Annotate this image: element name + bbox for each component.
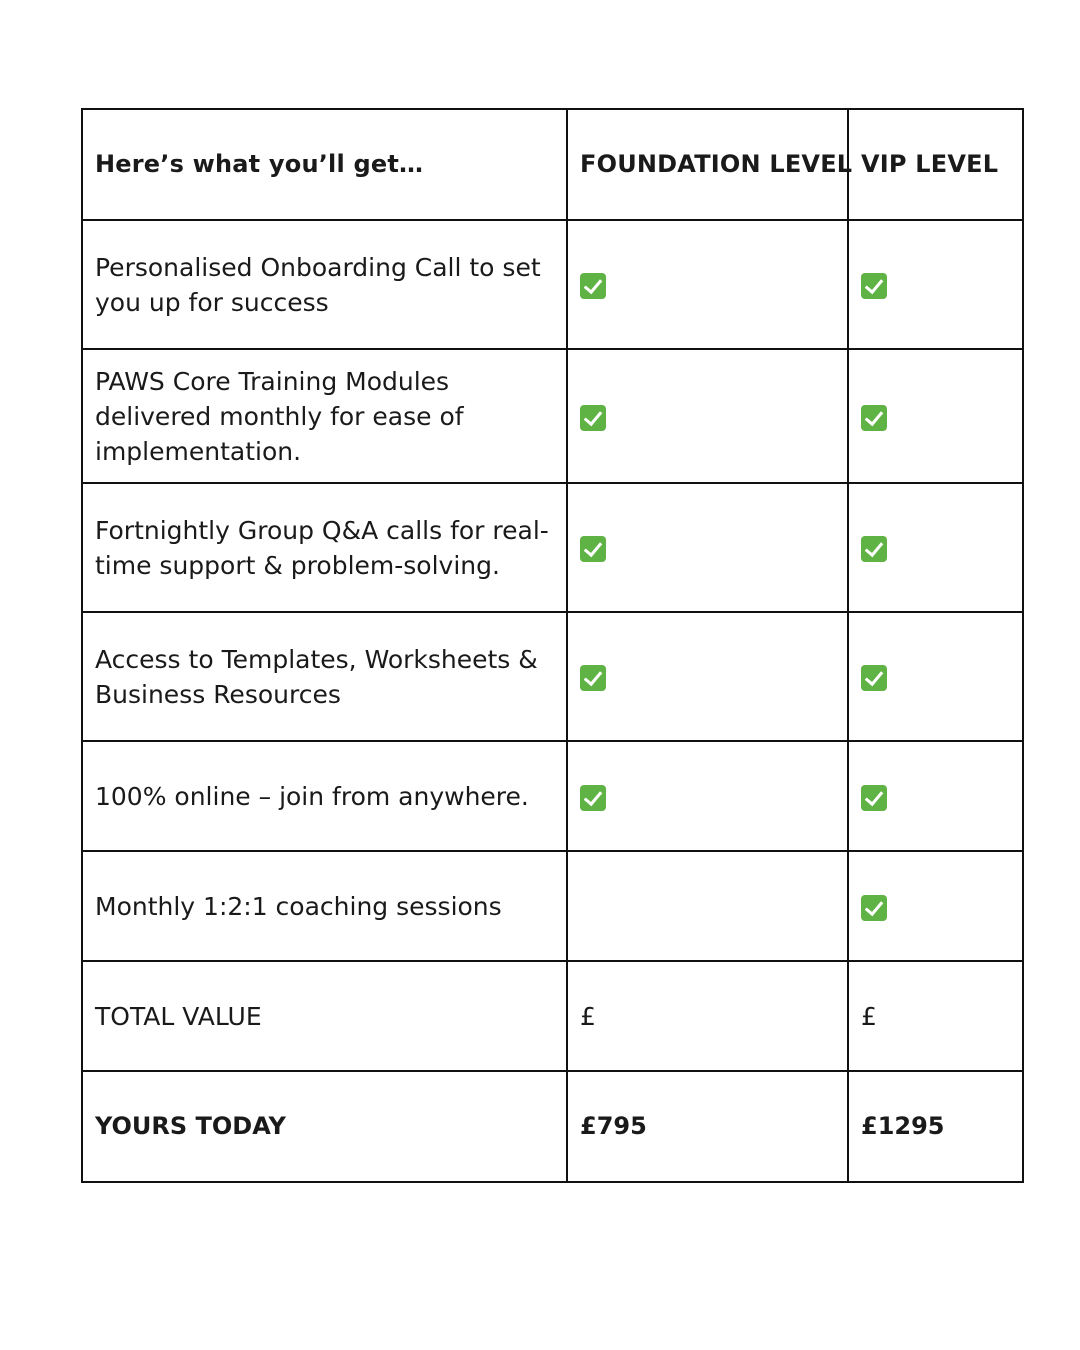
table-row: [82, 483, 1023, 612]
total-value-foundation: £: [567, 961, 848, 1071]
vip-cell: [848, 741, 1023, 851]
check-mark-icon: [861, 536, 887, 562]
vip-cell: [848, 349, 1023, 483]
price-foundation: £795: [567, 1071, 848, 1182]
table-row: [82, 851, 1023, 961]
header-vip-level: VIP LEVEL: [848, 109, 1023, 220]
feature-label: Personalised Onboarding Call to set you up for success: [82, 220, 567, 349]
price-vip: £1295: [848, 1071, 1023, 1182]
foundation-cell: [567, 483, 848, 612]
vip-cell: [848, 220, 1023, 349]
check-mark-icon: [580, 785, 606, 811]
check-mark-icon: [861, 273, 887, 299]
check-mark-icon: [580, 665, 606, 691]
vip-cell: [848, 612, 1023, 741]
table-row: [82, 349, 1023, 483]
check-mark-icon: [861, 895, 887, 921]
check-mark-icon: [580, 536, 606, 562]
yours-today-label: YOURS TODAY: [82, 1071, 567, 1182]
check-mark-icon: [580, 273, 606, 299]
check-mark-icon: [861, 405, 887, 431]
vip-cell: [848, 851, 1023, 961]
foundation-cell: [567, 741, 848, 851]
feature-label: 100% online – join from anywhere.: [82, 741, 567, 851]
feature-label: Access to Templates, Worksheets & Business Resources: [82, 612, 567, 741]
feature-label: PAWS Core Training Modules delivered monthly for ease of implementation.: [82, 349, 567, 483]
foundation-cell: [567, 851, 848, 961]
vip-cell: [848, 483, 1023, 612]
check-mark-icon: [861, 785, 887, 811]
check-mark-icon: [861, 665, 887, 691]
header-features: Here’s what you’ll get…: [82, 109, 567, 220]
table-row: [82, 220, 1023, 349]
check-mark-icon: [580, 405, 606, 431]
feature-label: Fortnightly Group Q&A calls for real-time support & problem-solving.: [82, 483, 567, 612]
yours-today-row: [82, 1071, 1023, 1182]
foundation-cell: [567, 612, 848, 741]
header-foundation-level: FOUNDATION LEVEL: [567, 109, 848, 220]
table-row: [82, 741, 1023, 851]
total-value-vip: £: [848, 961, 1023, 1071]
total-value-row: [82, 961, 1023, 1071]
pricing-comparison-table: [81, 108, 1024, 1183]
table-header-row: [82, 109, 1023, 220]
table-row: [82, 612, 1023, 741]
feature-label: Monthly 1:2:1 coaching sessions: [82, 851, 567, 961]
total-value-label: TOTAL VALUE: [82, 961, 567, 1071]
foundation-cell: [567, 220, 848, 349]
foundation-cell: [567, 349, 848, 483]
